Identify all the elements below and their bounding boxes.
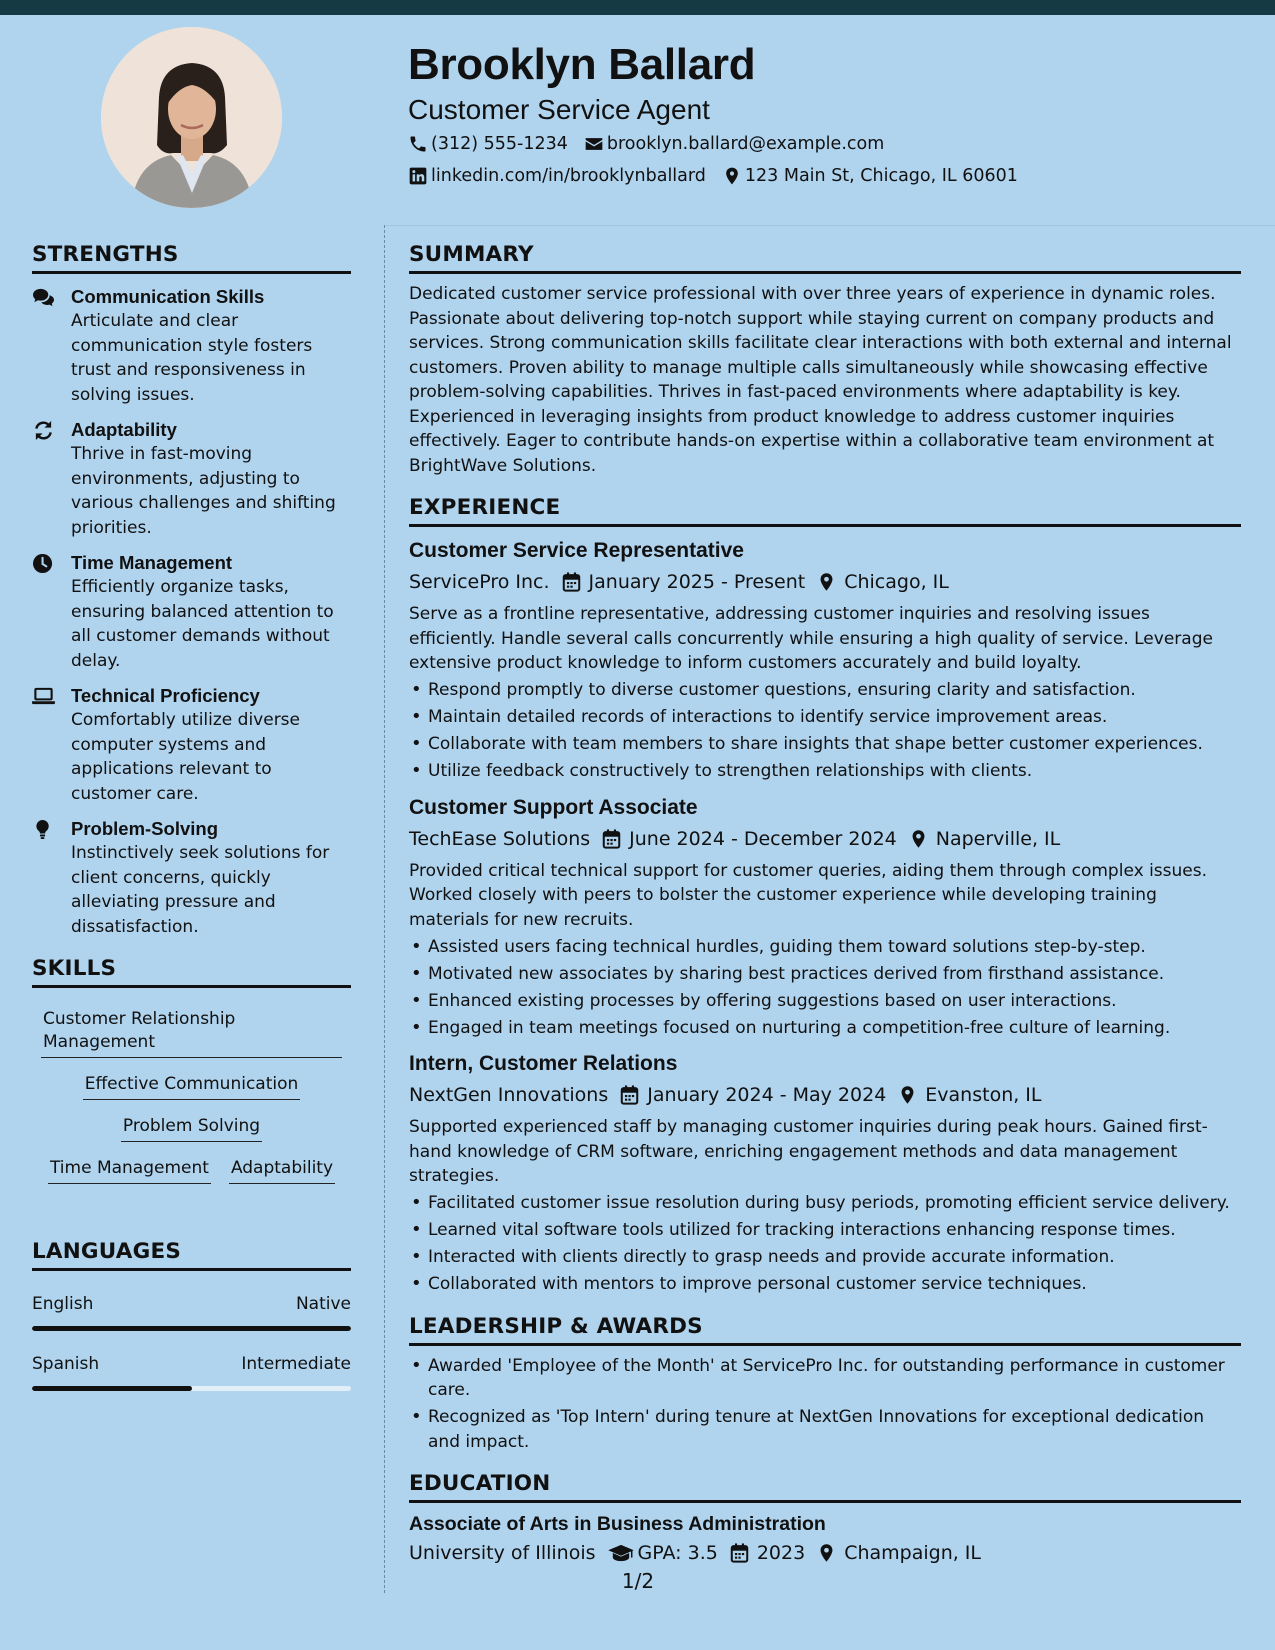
job-bullets (409, 678, 1241, 784)
header-divider (386, 225, 1275, 226)
strength-name: Adaptability (71, 419, 177, 440)
job-dates: January 2024 - May 2024 (647, 1084, 887, 1106)
job-bullet: • Maintain detailed records of interactions to identify service improvement areas. (409, 705, 1241, 730)
award-item: • Awarded 'Employee of the Month' at ServicePro Inc. for outstanding performance in customer care. (409, 1354, 1241, 1403)
education-location: Champaign, IL (844, 1542, 982, 1564)
summary-text: Dedicated customer service professional with over three years of experience in dynamic roles. Passionate about delivering top-notch support while staying current on company products and services. Strong communication skills facilitate clear interactions with both external and internal customers. Proven ability to manage multiple calls simultaneously while showcasing effective problem-solving capabilities. Thrives in fast-paced environments where adaptability is key. Experienced in leveraging insights from product knowledge to address customer inquiries effectively. Eager to contribute hands-on expertise within a collaborative team environment at BrightWave Solutions. (409, 284, 1232, 476)
awards-section (409, 1314, 1241, 1455)
contact-row-1 (408, 134, 900, 154)
address-text: 123 Main St, Chicago, IL 60601 (744, 166, 1018, 186)
email-contact[interactable] (584, 134, 884, 154)
language-proficiency-bar (32, 1326, 351, 1331)
calendar-icon (562, 572, 581, 592)
job-bullet: • Motivated new associates by sharing best practices derived from firsthand assistance. (409, 962, 1241, 987)
language-item (32, 1293, 351, 1331)
linkedin-contact[interactable] (408, 166, 706, 186)
awards-heading: LEADERSHIP & AWARDS (409, 1314, 1241, 1346)
language-level: Intermediate (241, 1354, 351, 1374)
contact-row-2 (408, 166, 1034, 186)
strength-desc: Comfortably utilize diverse computer systems and applications relevant to customer care. (71, 710, 301, 804)
address-contact (722, 166, 1018, 186)
job-bullet: • Facilitated customer issue resolution during busy periods, promoting efficient service delivery. (409, 1191, 1241, 1216)
job-meta (409, 1081, 1241, 1109)
job-bullet: • Collaborated with mentors to improve personal customer service techniques. (409, 1272, 1241, 1297)
lightbulb-icon (32, 819, 55, 840)
location-pin-icon (722, 166, 742, 186)
strength-desc: Efficiently organize tasks, ensuring balanced attention to all customer demands without delay. (71, 577, 334, 671)
education-heading: EDUCATION (409, 1471, 1241, 1503)
job-company: ServicePro Inc. (409, 571, 550, 593)
laptop-icon (32, 686, 55, 707)
job-entry (409, 1051, 1241, 1297)
job-meta (409, 568, 1241, 596)
strengths-heading: STRENGTHS (32, 242, 351, 274)
job-description: Serve as a frontline representative, addressing customer inquiries and resolving issues efficiently. Handle several calls concurrently while ensuring a high quality of service. Leverage extensive product knowledge to inform customers accurately and build loyalty. (409, 604, 1213, 673)
job-description: Provided critical technical support for customer queries, aiding them through complex issues. Worked closely with peers to bolster the customer experience while developing training materials for new recruits. (409, 860, 1208, 930)
candidate-name: Brooklyn Ballard (408, 40, 756, 89)
language-proficiency-fill (32, 1386, 192, 1391)
awards-list (409, 1354, 1241, 1455)
calendar-icon (602, 829, 621, 849)
profile-photo (101, 27, 282, 208)
strength-desc: Thrive in fast-moving environments, adjusting to various challenges and shifting priorities. (71, 444, 336, 538)
job-bullet: • Assisted users facing technical hurdles, guiding them toward solutions step-by-step. (409, 935, 1241, 960)
language-name: English (32, 1294, 94, 1314)
strength-desc: Articulate and clear communication style fosters trust and responsiveness in solving issues. (71, 311, 313, 405)
experience-heading: EXPERIENCE (409, 495, 1241, 527)
skills-section (32, 956, 351, 1184)
job-location: Naperville, IL (935, 827, 1061, 850)
job-entry-title: Customer Support Associate (409, 795, 698, 819)
job-bullets (409, 935, 1241, 1041)
job-dates: January 2025 - Present (588, 571, 806, 593)
summary-heading: SUMMARY (409, 242, 1241, 274)
job-entry (409, 538, 1241, 784)
degree-title: Associate of Arts in Business Administration (409, 1513, 826, 1535)
job-bullet: • Engaged in team meetings focused on nurturing a competition-free culture of learning. (409, 1016, 1241, 1041)
job-description: Supported experienced staff by managing customer inquiries during peak hours. Gained first-hand knowledge of CRM software, enriching engagement methods and data management strategies. (409, 1117, 1208, 1186)
strength-item (32, 418, 351, 540)
skill-tag: Effective Communication (83, 1069, 301, 1100)
calendar-icon (730, 1543, 749, 1563)
job-dates: June 2024 - December 2024 (629, 827, 897, 850)
summary-section (409, 242, 1241, 478)
language-level: Native (295, 1294, 351, 1314)
school-name: University of Illinois (409, 1542, 596, 1564)
strength-desc: Instinctively seek solutions for client concerns, quickly alleviating pressure and dissatisfaction. (71, 843, 330, 937)
job-company: NextGen Innovations (409, 1084, 609, 1106)
job-bullets (409, 1191, 1241, 1297)
skills-heading: SKILLS (32, 956, 351, 988)
job-entry-title: Intern, Customer Relations (409, 1052, 678, 1075)
experience-section (409, 495, 1241, 1297)
job-bullet: • Interacted with clients directly to grasp needs and provide accurate information. (409, 1245, 1241, 1270)
calendar-icon (620, 1085, 639, 1105)
strength-name: Technical Proficiency (71, 685, 260, 706)
job-company: TechEase Solutions (409, 827, 591, 850)
strength-item (32, 285, 351, 407)
location-pin-icon (817, 572, 836, 592)
strength-name: Time Management (71, 552, 233, 573)
strength-item (32, 684, 351, 806)
education-meta (409, 1539, 1241, 1567)
linkedin-text: linkedin.com/in/brooklynballard (431, 166, 706, 186)
job-title: Customer Service Agent (408, 94, 710, 125)
top-accent-bar (0, 0, 1275, 15)
email-text: brooklyn.ballard@example.com (606, 134, 885, 154)
job-location: Chicago, IL (844, 571, 949, 593)
phone-contact[interactable] (408, 134, 568, 154)
clock-icon (32, 553, 55, 574)
language-proficiency-fill (32, 1326, 351, 1331)
strength-item (32, 551, 351, 673)
language-item (32, 1353, 351, 1391)
language-name: Spanish (32, 1354, 100, 1374)
left-column (32, 242, 351, 1391)
strength-item (32, 817, 351, 939)
job-bullet: • Enhanced existing processes by offering suggestions based on user interactions. (409, 989, 1241, 1014)
job-meta (409, 825, 1241, 853)
language-proficiency-bar (32, 1386, 351, 1391)
sync-icon (32, 420, 55, 441)
skill-tag: Problem Solving (121, 1111, 262, 1142)
page-number: 1/2 (621, 1569, 655, 1593)
job-bullet: • Respond promptly to diverse customer questions, ensuring clarity and satisfaction. (409, 678, 1241, 703)
languages-section (32, 1239, 351, 1391)
envelope-icon (584, 134, 604, 154)
skill-tag: Adaptability (229, 1153, 335, 1184)
job-entry (409, 795, 1241, 1041)
phone-icon (408, 134, 428, 154)
linkedin-icon (408, 166, 428, 186)
languages-heading: LANGUAGES (32, 1239, 351, 1271)
job-bullet: • Learned vital software tools utilized for tracking interactions enhancing response times. (409, 1218, 1241, 1243)
phone-text: (312) 555-1234 (431, 134, 568, 154)
job-bullet: • Collaborate with team members to share insights that shape better customer experiences. (409, 732, 1241, 757)
location-pin-icon (817, 1543, 836, 1563)
job-entry-title: Customer Service Representative (409, 539, 744, 562)
award-item: • Recognized as 'Top Intern' during tenure at NextGen Innovations for exceptional dedication and impact. (409, 1405, 1241, 1454)
education-section (409, 1471, 1241, 1567)
right-column (409, 242, 1241, 1573)
location-pin-icon (898, 1085, 917, 1105)
graduation-cap-icon (608, 1543, 634, 1563)
job-bullet: • Utilize feedback constructively to strengthen relationships with clients. (409, 759, 1241, 784)
strength-name: Communication Skills (71, 286, 265, 307)
skill-tag: Customer Relationship Management (41, 1004, 342, 1058)
skill-tag: Time Management (48, 1153, 211, 1184)
graduation-year: 2023 (756, 1542, 806, 1564)
strength-name: Problem-Solving (71, 818, 218, 839)
comments-icon (32, 287, 55, 308)
column-divider (384, 225, 385, 1593)
location-pin-icon (909, 829, 928, 849)
job-location: Evanston, IL (925, 1084, 1042, 1106)
gpa-text: GPA: 3.5 (637, 1542, 718, 1564)
